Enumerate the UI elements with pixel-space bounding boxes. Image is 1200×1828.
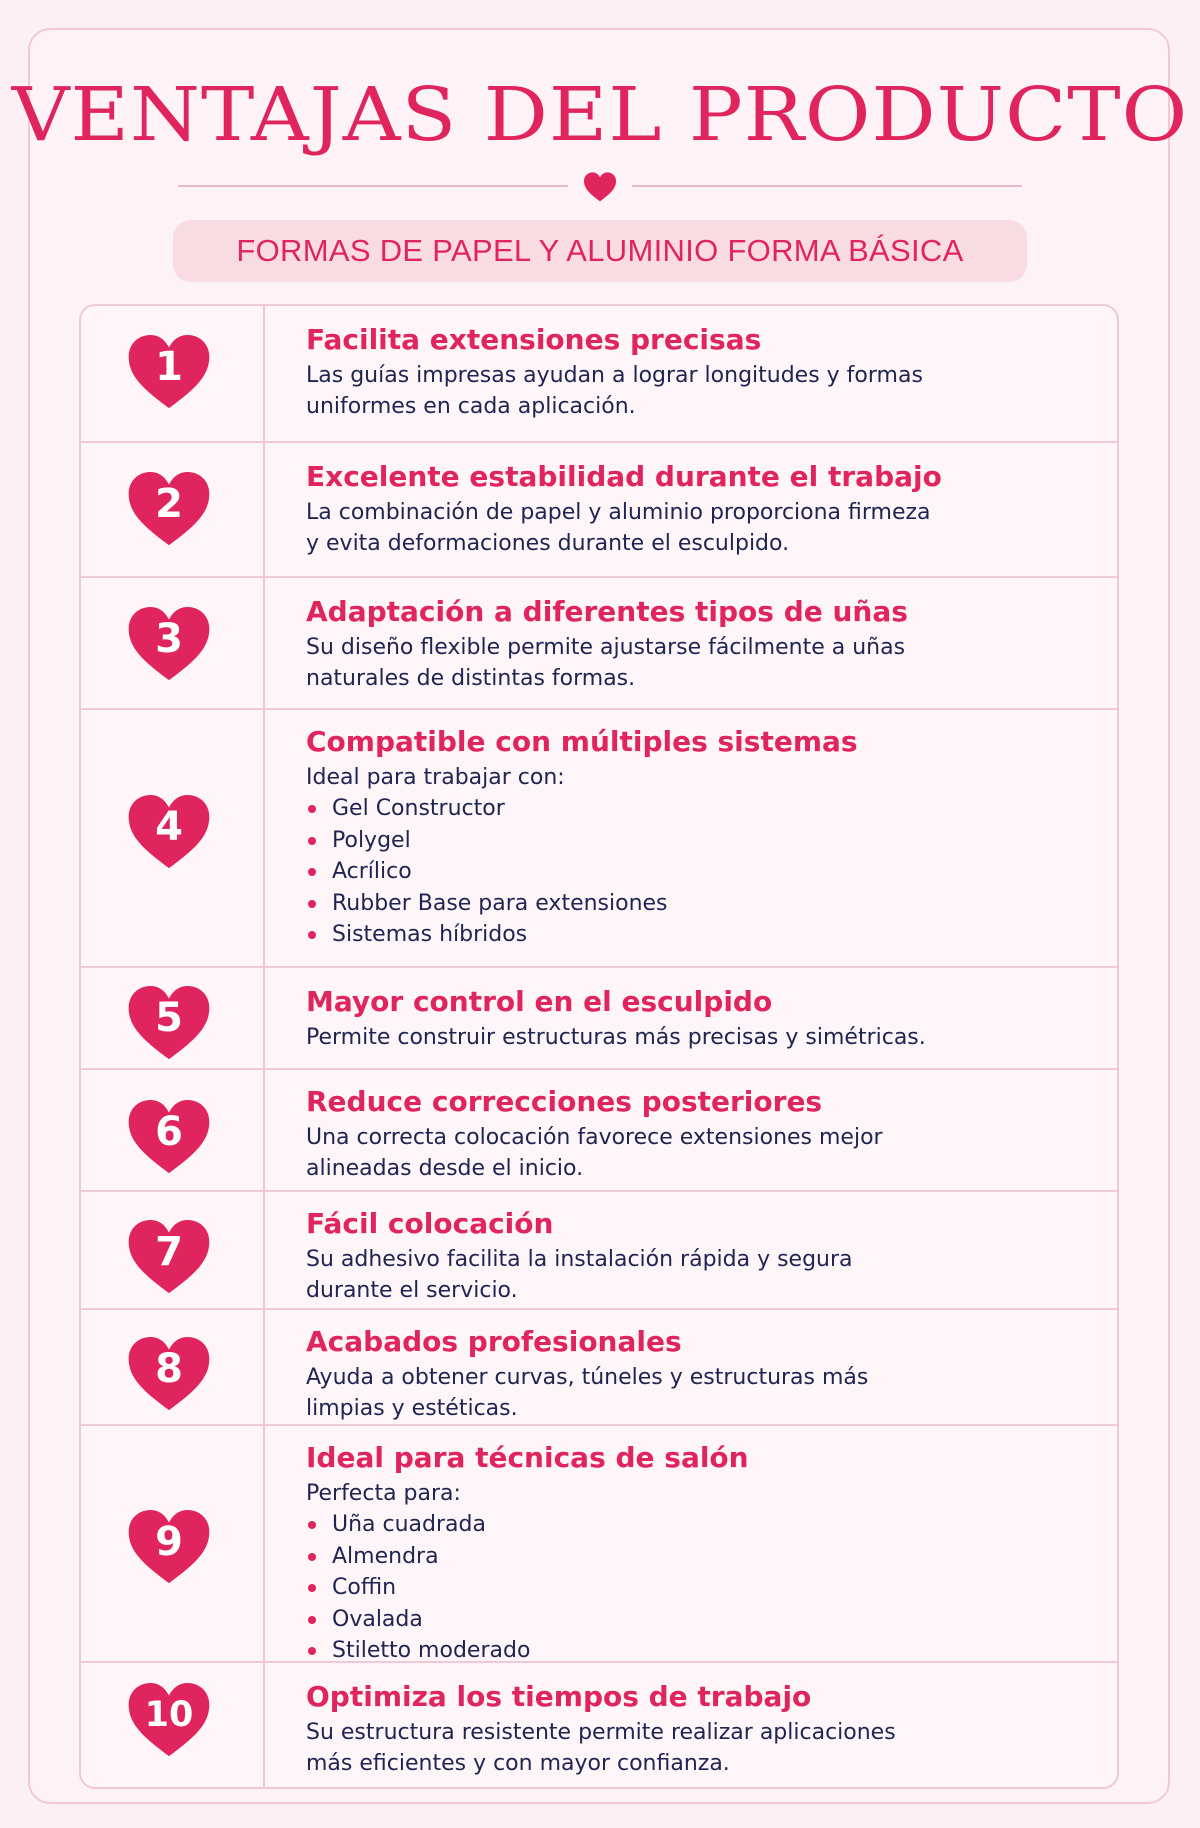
bullet-item: Almendra — [306, 1541, 1097, 1573]
page-title: VENTAJAS DEL PRODUCTO — [11, 71, 1189, 158]
subtitle: FORMAS DE PAPEL Y ALUMINIO FORMA BÁSICA — [236, 233, 964, 268]
advantage-description: Su estructura resistente permite realizar aplicaciones — [306, 1720, 896, 1745]
number-heart-icon — [127, 606, 211, 682]
number-heart-icon — [127, 1099, 211, 1175]
advantage-title: Fácil colocación — [306, 1207, 554, 1240]
advantage-title: Mayor control en el esculpido — [306, 985, 773, 1018]
bullet-item: Stiletto moderado — [306, 1635, 1097, 1667]
advantage-row — [81, 576, 1117, 710]
number-heart-icon — [127, 1682, 211, 1758]
advantage-row — [81, 708, 1117, 968]
advantage-content — [306, 594, 1097, 694]
subtitle-banner — [173, 220, 1027, 282]
item-number: 7 — [155, 1229, 183, 1275]
bullet-item: Coffin — [306, 1572, 1097, 1604]
number-heart-icon — [127, 1219, 211, 1295]
advantage-row — [81, 966, 1117, 1070]
advantage-content — [306, 724, 1097, 951]
advantage-content — [306, 1324, 1097, 1424]
number-heart-icon — [127, 471, 211, 547]
bullet-list — [306, 1509, 1097, 1667]
advantage-description: Las guías impresas ayudan a lograr longitudes y formas — [306, 363, 923, 388]
advantage-description: alineadas desde el inicio. — [306, 1156, 584, 1181]
item-number: 4 — [155, 804, 183, 850]
advantage-content — [306, 459, 1097, 559]
advantage-row — [81, 1424, 1117, 1663]
advantage-content — [306, 1440, 1097, 1667]
divider-line-left — [178, 185, 568, 187]
bullet-item: Ovalada — [306, 1604, 1097, 1636]
advantage-description: Su adhesivo facilita la instalación rápida y segura — [306, 1247, 853, 1272]
advantage-description: Una correcta colocación favorece extensiones mejor — [306, 1125, 883, 1150]
bullet-item: Acrílico — [306, 856, 1097, 888]
number-heart-icon — [127, 1509, 211, 1585]
advantages-table — [79, 304, 1119, 1789]
item-number: 5 — [155, 995, 183, 1041]
advantage-description: Su diseño flexible permite ajustarse fácilmente a uñas — [306, 635, 906, 660]
advantage-content — [306, 1679, 1097, 1779]
number-heart-icon — [127, 794, 211, 870]
advantage-content — [306, 1206, 1097, 1306]
advantage-title: Compatible con múltiples sistemas — [306, 725, 858, 758]
number-heart-icon — [127, 985, 211, 1061]
divider-line-right — [632, 185, 1022, 187]
bullet-item: Sistemas híbridos — [306, 919, 1097, 951]
advantage-title: Adaptación a diferentes tipos de uñas — [306, 595, 908, 628]
item-number: 2 — [155, 481, 183, 527]
advantage-row — [81, 1308, 1117, 1426]
number-heart-icon — [127, 1336, 211, 1412]
number-heart-icon — [127, 334, 211, 410]
item-number: 3 — [155, 616, 183, 662]
advantage-row — [81, 1068, 1117, 1192]
advantage-row — [81, 1190, 1117, 1310]
bullet-list — [306, 793, 1097, 951]
advantage-row — [81, 441, 1117, 578]
advantage-content — [306, 1084, 1097, 1184]
bullet-item: Gel Constructor — [306, 793, 1097, 825]
advantage-description: limpias y estéticas. — [306, 1396, 518, 1421]
advantage-title: Optimiza los tiempos de trabajo — [306, 1680, 812, 1713]
advantage-description: naturales de distintas formas. — [306, 666, 636, 691]
advantage-description: durante el servicio. — [306, 1278, 518, 1303]
advantage-description: Permite construir estructuras más precisas y simétricas. — [306, 1025, 926, 1050]
advantage-description: Ideal para trabajar con: — [306, 765, 565, 790]
advantage-title: Acabados profesionales — [306, 1325, 682, 1358]
bullet-item: Rubber Base para extensiones — [306, 888, 1097, 920]
advantage-description: más eficientes y con mayor confianza. — [306, 1751, 730, 1776]
advantage-title: Reduce correcciones posteriores — [306, 1085, 823, 1118]
advantage-content — [306, 984, 1097, 1053]
advantage-description: La combinación de papel y aluminio proporciona firmeza — [306, 500, 931, 525]
advantage-content — [306, 322, 1097, 422]
advantage-description: uniformes en cada aplicación. — [306, 394, 636, 419]
item-number: 6 — [155, 1109, 183, 1155]
advantage-row — [81, 306, 1117, 441]
advantage-description: y evita deformaciones durante el esculpido. — [306, 531, 790, 556]
item-number: 8 — [155, 1346, 183, 1392]
item-number: 9 — [155, 1519, 183, 1565]
bullet-item: Uña cuadrada — [306, 1509, 1097, 1541]
advantage-title: Facilita extensiones precisas — [306, 323, 762, 356]
advantage-title: Excelente estabilidad durante el trabajo — [306, 460, 942, 493]
advantage-description: Perfecta para: — [306, 1481, 461, 1506]
item-number: 1 — [155, 344, 183, 390]
advantage-description: Ayuda a obtener curvas, túneles y estructuras más — [306, 1365, 869, 1390]
advantage-title: Ideal para técnicas de salón — [306, 1441, 749, 1474]
advantage-row — [81, 1661, 1117, 1789]
bullet-item: Polygel — [306, 825, 1097, 857]
heart-icon — [583, 172, 617, 202]
item-number: 10 — [144, 1695, 194, 1735]
